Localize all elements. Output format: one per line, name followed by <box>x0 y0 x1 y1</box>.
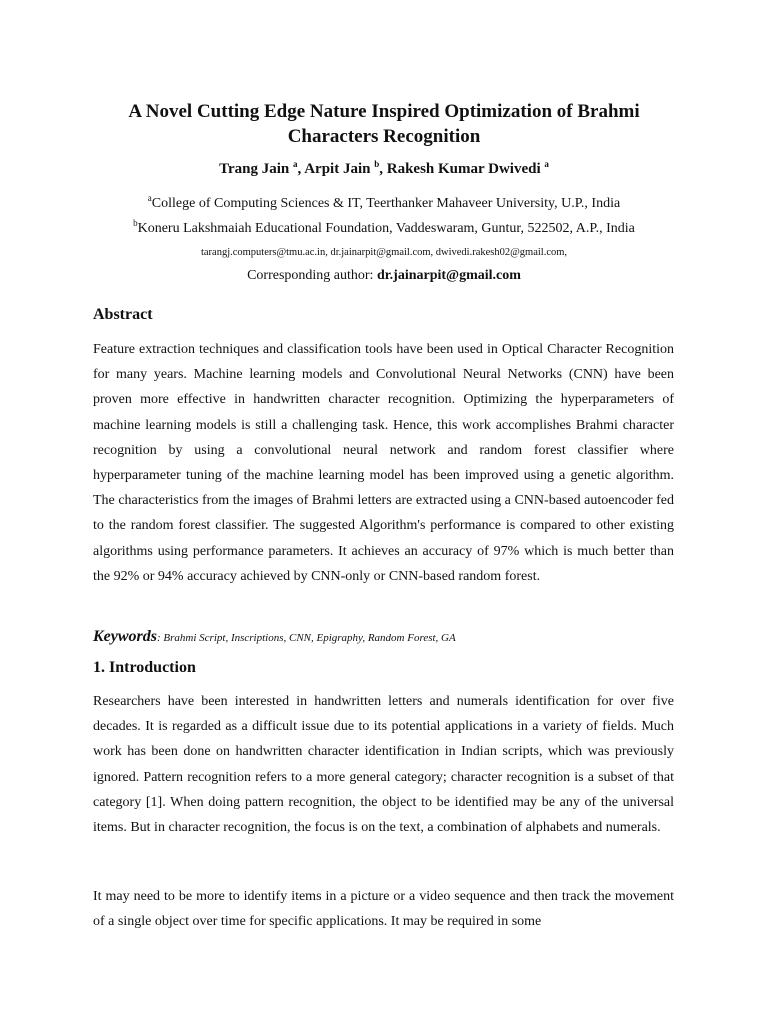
paper-title <box>60 99 708 149</box>
affiliation-text: College of Computing Sciences & IT, Teerthanker Mahaveer University, U.P., India <box>151 196 621 211</box>
introduction-paragraph-2: It may need to be more to identify items in a picture or a video sequence and then track the movement of a single object over time for specific applications. It may be required in some <box>93 889 674 930</box>
author-name: Trang Jain <box>219 161 290 177</box>
corresponding-author <box>60 267 708 285</box>
author-name: Arpit Jain <box>304 161 371 177</box>
author-affiliation-mark: a <box>544 159 549 169</box>
corresponding-label: Corresponding author: <box>247 268 377 283</box>
author-affiliation-mark: a <box>293 159 298 169</box>
corresponding-email: dr.jainarpit@gmail.com <box>376 268 521 283</box>
author-separator: , <box>379 161 387 177</box>
affiliation-mark: a <box>147 193 152 203</box>
author-name: Rakesh Kumar Dwivedi <box>386 161 541 177</box>
keywords-label: Keywords <box>93 628 157 645</box>
introduction-paragraph-1: Researchers have been interested in handwritten letters and numerals identification for over five decades. It is regarded as a difficult issue due to its potential applications in a variety of fields. Much work has been done on handwritten character identification in Indian scripts, which was previously ignored. Pattern recognition refers to a more general category; character recognition is a subset of that category [1]. When doing pattern recognition, the object to be identified may be any of the universal items. But in character recognition, the focus is on the text, a combination of alphabets and numerals. <box>93 694 674 836</box>
abstract-heading: Abstract <box>93 306 153 323</box>
affiliation-text: Koneru Lakshmaiah Educational Foundation, Vaddeswaram, Guntur, 522502, A.P., India <box>137 221 635 236</box>
keywords-line <box>93 627 456 648</box>
author-affiliation-mark: b <box>374 159 380 169</box>
title-line-2: Characters Recognition <box>287 126 481 147</box>
affiliation-a <box>60 195 708 213</box>
author-list <box>60 159 708 179</box>
abstract-paragraph: Feature extraction techniques and classification tools have been used in Optical Character Recognition for many years. Machine learning models and Convolutional Neural Networks (CNN) have been proven more effective in handwritten character recognition. Optimizing the hyperparameters of machine learning models is still a challenging task. Hence, this work accomplishes Brahmi character recognition by using a convolutional neural network and random forest classifier where hyperparameter tuning of the machine learning model has been improved using a genetic algorithm. The characteristics from the images of Brahmi letters are extracted using a CNN-based autoencoder fed to the random forest classifier. The suggested Algorithm's performance is compared to other existing algorithms using performance parameters. It achieves an accuracy of 97% which is much better than the 92% or 94% accuracy achieved by CNN-only or CNN-based random forest. <box>93 342 674 584</box>
affiliation-b <box>60 220 708 238</box>
keywords-list: : Brahmi Script, Inscriptions, CNN, Epigraphy, Random Forest, GA <box>157 632 456 644</box>
introduction-heading: 1. Introduction <box>93 659 196 676</box>
affiliation-mark: b <box>133 218 138 228</box>
title-line-1: A Novel Cutting Edge Nature Inspired Optimization of Brahmi <box>128 101 640 122</box>
author-separator: , <box>297 161 305 177</box>
author-emails: tarangj.computers@tmu.ac.in, dr.jainarpit@gmail.com, dwivedi.rakesh02@gmail.com, <box>200 247 568 258</box>
